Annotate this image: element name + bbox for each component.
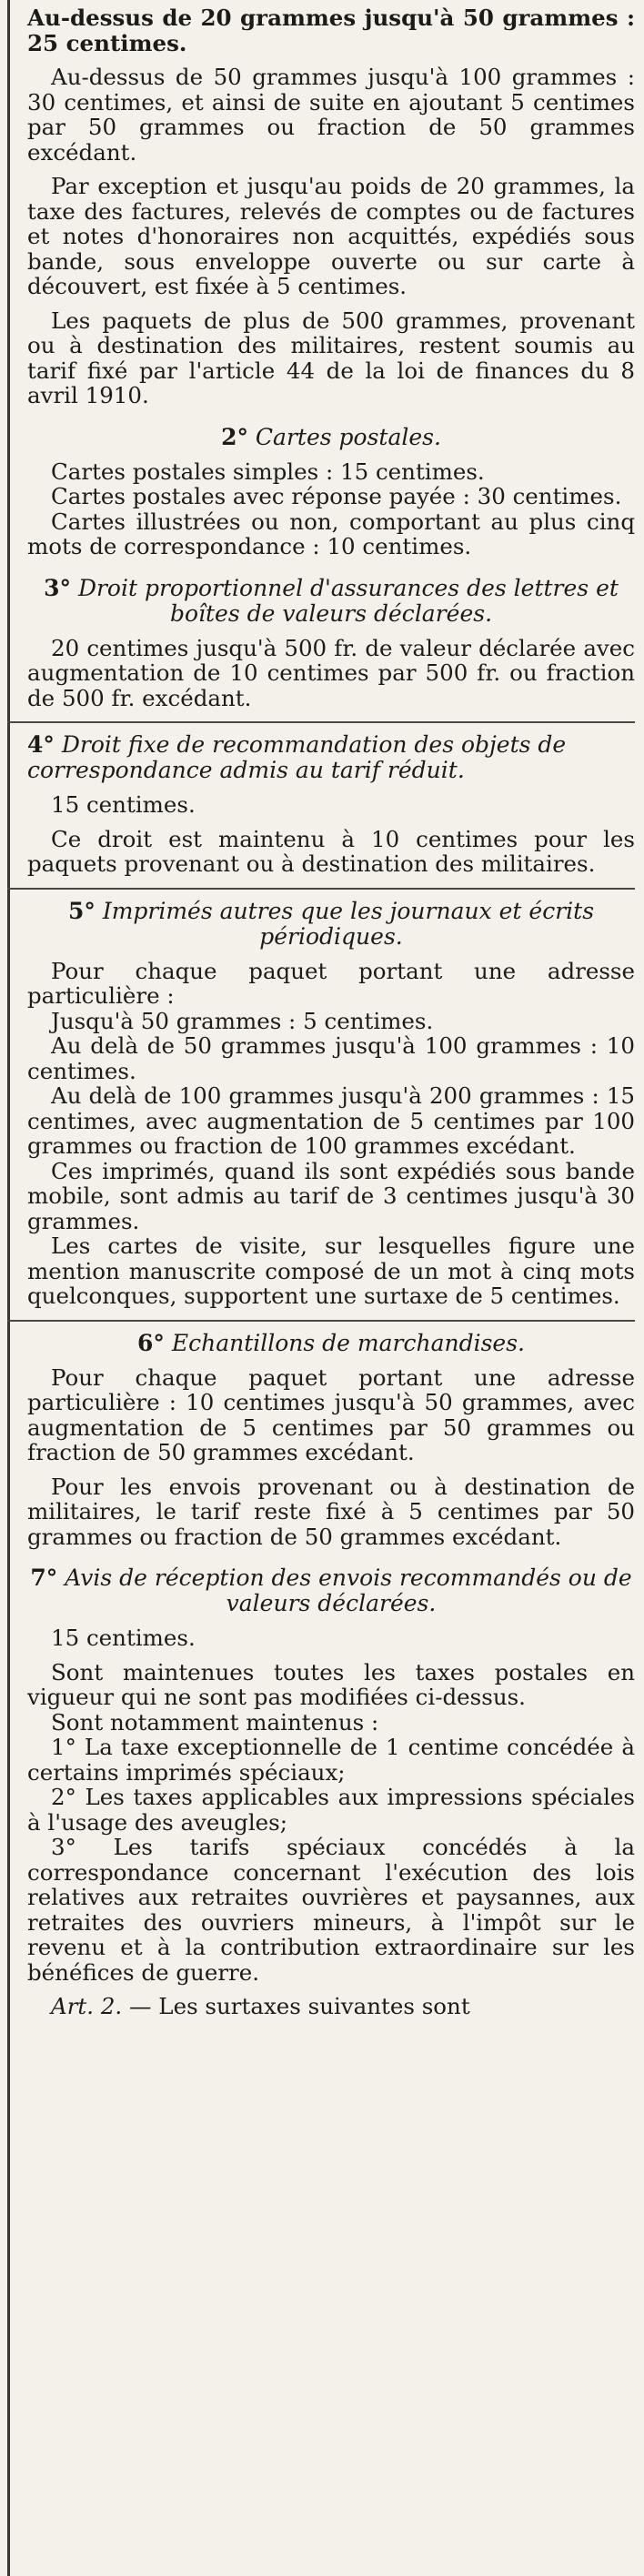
section-divider xyxy=(7,721,635,723)
paragraph: Par exception et jusqu'au poids de 20 grammes, la taxe des factures, relevés de comptes ou de factures et notes d'honoraires non acquittés, expédiés sous bande, sous enveloppe ouverte ou sur carte à découvert, est fixée à 5 centimes. xyxy=(27,173,635,299)
section-number: 2° xyxy=(221,423,248,450)
paragraph: Les cartes de visite, sur lesquelles figure une mention manuscrite composé de un mot à cinq mots quelconques, supportent une surtaxe de 5 centimes. xyxy=(27,1233,635,1309)
section-title-text: Avis de réception des envois recommandés ou de valeurs déclarées. xyxy=(65,1565,632,1616)
paragraph: 3° Les tarifs spéciaux concédés à la correspondance concernant l'exécution des lois relatives aux retraites ouvrières et paysannes, aux retraites des ouvriers mineurs, à l'impôt sur le revenu et à la contribution extraordinaire sur les bénéfices de guerre. xyxy=(27,1834,635,1986)
section-title-text: Droit proportionnel d'assurances des lettres et boîtes de valeurs déclarées. xyxy=(77,574,619,627)
text-column xyxy=(27,0,635,2019)
article-label: Art. 2. — xyxy=(51,1993,152,2019)
section-assurances xyxy=(27,576,635,711)
section-title-text: Droit fixe de recommandation des objets de correspondance admis au tarif réduit. xyxy=(27,731,567,783)
section-cartes-postales xyxy=(27,425,635,559)
section-title-text: Cartes postales. xyxy=(255,423,441,450)
column-rule xyxy=(7,0,10,2576)
section-divider xyxy=(7,888,635,890)
paragraph: Au-dessus de 50 grammes jusqu'à 100 grammes : 30 centimes, et ainsi de suite en ajoutant 5 centimes par 50 grammes ou fraction de 50 grammes excédant. xyxy=(27,64,635,166)
paragraph: Pour les envois provenant ou à destination de militaires, le tarif reste fixé à 5 centimes par 50 grammes ou fraction de 50 grammes excédant. xyxy=(27,1473,635,1550)
section-echantillons xyxy=(27,1331,635,1550)
section-title-text: Imprimés autres que les journaux et écrits périodiques. xyxy=(102,897,595,950)
section-number: 6° xyxy=(137,1329,165,1356)
paragraph: Cartes postales avec réponse payée : 30 centimes. xyxy=(51,483,622,509)
section-weights xyxy=(27,0,635,408)
paragraph: Ces imprimés, quand ils sont expédiés sous bande mobile, sont admis au tarif de 3 centimes jusqu'à 30 grammes. xyxy=(27,1157,635,1234)
section-title xyxy=(27,425,635,450)
section-recommandation xyxy=(27,732,635,877)
paragraph: Les paquets de plus de 500 grammes, provenant ou à destination des militaires, restent soumis au tarif fixé par l'article 44 de la loi de finances du 8 avril 1910. xyxy=(27,307,635,408)
paragraph: 15 centimes. xyxy=(51,1625,196,1651)
paragraph: 2° Les taxes applicables aux impressions spéciales à l'usage des aveugles; xyxy=(27,1784,635,1836)
section-title-text: Echantillons de marchandises. xyxy=(171,1329,525,1356)
paragraph: 1° La taxe exceptionnelle de 1 centime concédée à certains imprimés spéciaux; xyxy=(27,1734,635,1786)
section-title xyxy=(27,732,635,783)
paragraph: Sont notamment maintenus : xyxy=(51,1708,379,1736)
section-number: 5° xyxy=(67,897,96,924)
paragraph: Ce droit est maintenu à 10 centimes pour les paquets provenant ou à destination des militaires. xyxy=(27,825,635,877)
paragraph: Au-dessus de 20 grammes jusqu'à 50 grammes : 25 centimes. xyxy=(27,5,635,56)
paragraph: Pour chaque paquet portant une adresse particulière : 10 centimes jusqu'à 50 grammes, avec augmentation de 5 centimes par 50 grammes ou fraction de 50 grammes excédant. xyxy=(27,1363,635,1465)
section-number: 3° xyxy=(44,574,71,601)
section-title xyxy=(27,1565,635,1616)
article-text: Les surtaxes suivantes sont xyxy=(158,1993,470,2019)
paragraph: Sont maintenues toutes les taxes postales en vigueur qui ne sont pas modifiées ci-dessus. xyxy=(27,1658,635,1710)
section-title xyxy=(27,1331,635,1356)
section-divider xyxy=(7,1320,635,1322)
paragraph: Jusqu'à 50 grammes : 5 centimes. xyxy=(51,1007,434,1034)
section-imprimes xyxy=(27,899,635,1309)
paragraph: 15 centimes. xyxy=(51,791,196,818)
section-number: 4° xyxy=(27,731,55,758)
section-title xyxy=(27,899,635,950)
section-number: 7° xyxy=(30,1565,58,1591)
paragraph: Au delà de 50 grammes jusqu'à 100 grammes : 10 centimes. xyxy=(27,1032,635,1084)
paragraph: Au delà de 100 grammes jusqu'à 200 grammes : 15 centimes, avec augmentation de 5 centimes par 100 grammes ou fraction de 100 grammes excédant. xyxy=(27,1082,635,1159)
article-2 xyxy=(27,1994,635,2019)
paragraph: Cartes postales simples : 15 centimes. xyxy=(51,458,485,485)
section-avis-reception xyxy=(27,1565,635,1985)
paragraph: 20 centimes jusqu'à 500 fr. de valeur déclarée avec augmentation de 10 centimes par 500 fr. ou fraction de 500 fr. excédant. xyxy=(27,634,635,711)
section-title xyxy=(27,576,635,627)
paragraph: Cartes illustrées ou non, comportant au plus cinq mots de correspondance : 10 centimes. xyxy=(27,508,635,559)
paragraph: Pour chaque paquet portant une adresse particulière : xyxy=(27,957,635,1009)
